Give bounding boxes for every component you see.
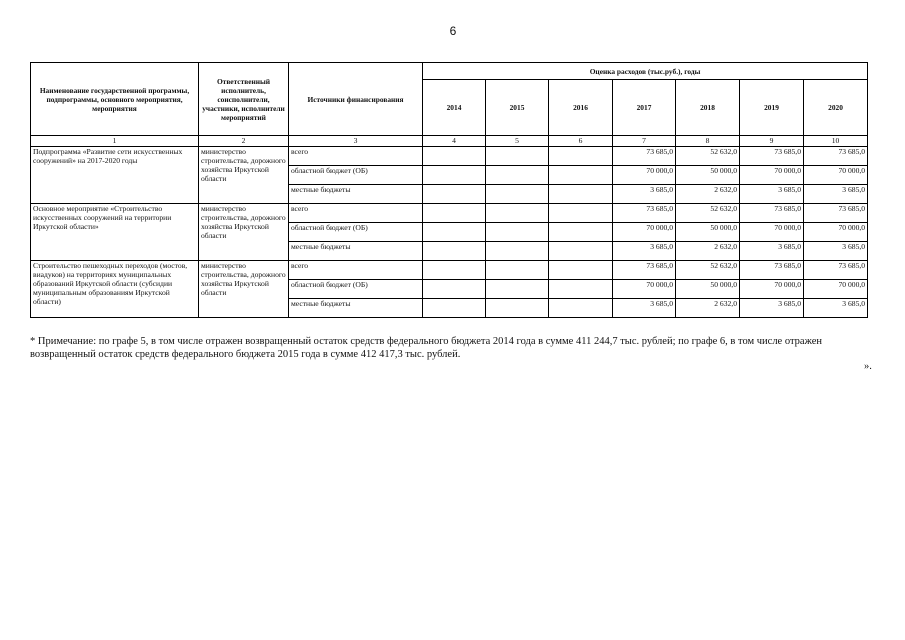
funding-source-cell: областной бюджет (ОБ) <box>289 223 423 242</box>
header-year: 2019 <box>740 80 804 136</box>
header-year: 2015 <box>486 80 549 136</box>
amount-cell: 2 632,0 <box>676 185 740 204</box>
amount-cell: 70 000,0 <box>740 223 804 242</box>
amount-cell: 3 685,0 <box>804 242 868 261</box>
amount-cell <box>423 299 486 318</box>
header-funding-source: Источники финансирования <box>289 63 423 136</box>
header-program-name: Наименование государственной программы, подпрограммы, основного мероприятия, мероприятия <box>31 63 199 136</box>
amount-cell: 52 632,0 <box>676 261 740 280</box>
header-year: 2018 <box>676 80 740 136</box>
header-year: 2016 <box>549 80 613 136</box>
amount-cell <box>549 223 613 242</box>
amount-cell <box>486 147 549 166</box>
amount-cell: 50 000,0 <box>676 280 740 299</box>
amount-cell: 3 685,0 <box>613 242 676 261</box>
table-row <box>31 204 868 223</box>
funding-source-cell: всего <box>289 261 423 280</box>
amount-cell <box>423 223 486 242</box>
table-body <box>31 147 868 318</box>
closing-mark: ». <box>864 361 872 372</box>
amount-cell <box>486 280 549 299</box>
amount-cell <box>423 147 486 166</box>
funding-source-cell: местные бюджеты <box>289 185 423 204</box>
amount-cell: 70 000,0 <box>804 223 868 242</box>
header-expenses-group: Оценка расходов (тыс.руб.), годы <box>423 63 868 80</box>
column-number: 4 <box>423 136 486 147</box>
amount-cell: 73 685,0 <box>613 147 676 166</box>
table-row <box>31 261 868 280</box>
amount-cell: 50 000,0 <box>676 166 740 185</box>
amount-cell: 70 000,0 <box>613 166 676 185</box>
amount-cell <box>486 166 549 185</box>
table-header <box>31 63 868 147</box>
amount-cell <box>549 280 613 299</box>
amount-cell: 70 000,0 <box>804 166 868 185</box>
header-year: 2017 <box>613 80 676 136</box>
amount-cell <box>549 242 613 261</box>
amount-cell <box>423 185 486 204</box>
amount-cell <box>549 185 613 204</box>
amount-cell <box>423 242 486 261</box>
amount-cell: 73 685,0 <box>740 261 804 280</box>
amount-cell: 3 685,0 <box>740 299 804 318</box>
amount-cell: 52 632,0 <box>676 204 740 223</box>
executor-cell: министерство строительства, дорожного хозяйства Иркутской области <box>199 204 289 261</box>
page-number: 6 <box>449 24 457 38</box>
column-number: 6 <box>549 136 613 147</box>
amount-cell: 73 685,0 <box>804 261 868 280</box>
column-number: 9 <box>740 136 804 147</box>
funding-source-cell: всего <box>289 147 423 166</box>
amount-cell: 73 685,0 <box>613 204 676 223</box>
column-number: 3 <box>289 136 423 147</box>
amount-cell <box>423 166 486 185</box>
budget-table <box>30 62 868 318</box>
table-row <box>31 147 868 166</box>
amount-cell: 2 632,0 <box>676 242 740 261</box>
amount-cell: 73 685,0 <box>804 204 868 223</box>
funding-source-cell: всего <box>289 204 423 223</box>
amount-cell <box>486 185 549 204</box>
activity-name-cell: Строительство пешеходных переходов (мостов, виадуков) на территориях муниципальных образований Иркутской области (субсидии муниципальным образованиям Иркутской области) <box>31 261 199 318</box>
amount-cell <box>486 204 549 223</box>
amount-cell: 73 685,0 <box>613 261 676 280</box>
amount-cell: 70 000,0 <box>740 280 804 299</box>
amount-cell: 52 632,0 <box>676 147 740 166</box>
header-year: 2014 <box>423 80 486 136</box>
funding-source-cell: областной бюджет (ОБ) <box>289 166 423 185</box>
amount-cell: 3 685,0 <box>804 299 868 318</box>
amount-cell <box>549 166 613 185</box>
column-number: 2 <box>199 136 289 147</box>
amount-cell <box>486 242 549 261</box>
amount-cell: 3 685,0 <box>804 185 868 204</box>
executor-cell: министерство строительства, дорожного хозяйства Иркутской области <box>199 147 289 204</box>
amount-cell <box>549 261 613 280</box>
column-number: 10 <box>804 136 868 147</box>
amount-cell: 3 685,0 <box>740 242 804 261</box>
column-number: 8 <box>676 136 740 147</box>
amount-cell: 50 000,0 <box>676 223 740 242</box>
column-number: 1 <box>31 136 199 147</box>
amount-cell <box>423 261 486 280</box>
funding-source-cell: областной бюджет (ОБ) <box>289 280 423 299</box>
column-numbers-row <box>31 136 868 147</box>
amount-cell <box>486 299 549 318</box>
amount-cell: 73 685,0 <box>804 147 868 166</box>
funding-source-cell: местные бюджеты <box>289 242 423 261</box>
activity-name-cell: Основное мероприятие «Строительство искусственных сооружений на территории Иркутской области» <box>31 204 199 261</box>
executor-cell: министерство строительства, дорожного хозяйства Иркутской области <box>199 261 289 318</box>
amount-cell: 70 000,0 <box>804 280 868 299</box>
header-year: 2020 <box>804 80 868 136</box>
amount-cell: 73 685,0 <box>740 147 804 166</box>
activity-name-cell: Подпрограмма «Развитие сети искусственных сооружений» на 2017-2020 годы <box>31 147 199 204</box>
amount-cell <box>486 261 549 280</box>
amount-cell <box>423 280 486 299</box>
amount-cell: 73 685,0 <box>740 204 804 223</box>
column-number: 7 <box>613 136 676 147</box>
amount-cell: 70 000,0 <box>613 280 676 299</box>
amount-cell: 70 000,0 <box>613 223 676 242</box>
amount-cell <box>549 299 613 318</box>
amount-cell: 2 632,0 <box>676 299 740 318</box>
amount-cell: 3 685,0 <box>613 185 676 204</box>
amount-cell: 70 000,0 <box>740 166 804 185</box>
amount-cell <box>486 223 549 242</box>
amount-cell <box>549 147 613 166</box>
footnote: * Примечание: по графе 5, в том числе отражен возвращенный остаток средств федерального бюджета 2014 года в сумме 411 244,7 тыс. рублей; по графе 6, в том числе отражен возвращенный остаток средств федерального бюджета 2015 года в сумме 412 417,3 тыс. рублей. <box>30 336 822 360</box>
amount-cell <box>423 204 486 223</box>
column-number: 5 <box>486 136 549 147</box>
amount-cell: 3 685,0 <box>740 185 804 204</box>
funding-source-cell: местные бюджеты <box>289 299 423 318</box>
amount-cell: 3 685,0 <box>613 299 676 318</box>
header-executor: Ответственный исполнитель, соисполнители, участники, исполнители мероприятий <box>199 63 289 136</box>
amount-cell <box>549 204 613 223</box>
